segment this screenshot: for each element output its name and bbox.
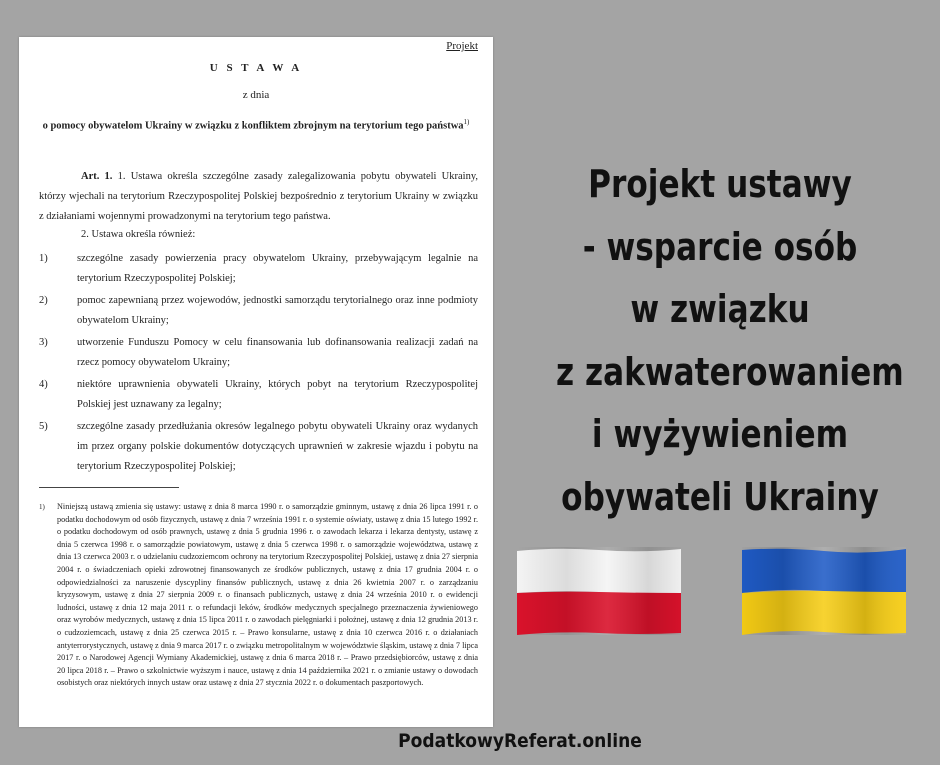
point-text: szczególne zasady przedłużania okresów legalnego pobytu obywateli Ukrainy oraz wydanych im przez organy polskie dokumentów dotyczących uprawnień w zakresie wjazdu i pobytu na terytorium Rzeczypospolitej Polskiej; — [77, 421, 478, 472]
point-text: niektóre uprawnienia obywateli Ukrainy, których pobyt na terytorium Rzeczypospolitej Polskiej jest uznawany za legalny; — [77, 379, 478, 410]
headline-line: w związku — [630, 287, 810, 331]
title-footnote-mark: 1) — [463, 118, 470, 126]
list-item — [39, 249, 478, 289]
point-text: pomoc zapewnianą przez wojewodów, jednostki samorządu terytorialnego oraz inne podmioty obywatelom Ukrainy; — [77, 295, 478, 326]
date-line: z dnia — [242, 89, 270, 101]
article-text: 1. Ustawa określa szczególne zasady zalegalizowania pobytu obywateli Ukrainy, którzy wjechali na terytorium Rzeczypospolitej Polskiej bezpośrednio z terytorium Ukrainy w związku z działaniami wojennymi prowadzonymi na terytorium tego państwa. — [39, 171, 479, 222]
point-number: 4) — [39, 379, 48, 390]
article-label: Art. 1. — [81, 171, 113, 182]
footnote-text: Niniejszą ustawą zmienia się ustawy: ustawę z dnia 8 marca 1990 r. o samorządzie gminnym, ustawę z dnia 26 lipca 1991 r. o podatku dochodowym od osób fizycznych, ustawę z dnia 7 września 1991 r. o systemie oświaty, ustawę z dnia 15 lutego 1992 r. o podatku dochodowym od osób prawnych, ustawę z dnia 5 grudnia 1996 r. o zawodach lekarza i lekarza dentysty, ustawę z dnia 5 czerwca 1998 r. o samorządzie powiatowym, ustawę z dnia 5 czerwca 1998 r. o samorządzie województwa, ustawę z dnia 13 czerwca 2003 r. o udzielaniu cudzoziemcom ochrony na terytorium Rzeczypospolitej Polskiej, ustawę z dnia 27 sierpnia 2004 r. o świadczeniach opieki zdrowotnej finansowanych ze środków publicznych, ustawę z dnia 17 grudnia 2004 r. o odpowiedzialności za naruszenie dyscypliny finansów publicznych, ustawę z dnia 26 kwietnia 2007 r. o zarządzaniu kryzysowym, ustawę z dnia 27 sierpnia 2009 r. o finansach publicznych, ustawę z dnia 24 września 2010 r. o ewidencji ludności, ustawę z dnia 12 maja 2011 r. o refundacji leków, środków medycznych specjalnego przeznaczenia żywieniowego oraz wyrobów medycznych, ustawę z dnia 15 lipca 2011 r. o zawodach pielęgniarki i położnej, ustawę z dnia 12 grudnia 2013 r. o cudzoziemcach, ustawę z dnia 25 czerwca 2015 r. – Prawo konsularne, ustawę z dnia 10 czerwca 2016 r. o działaniach antyterrorystycznych, ustawę z dnia 9 marca 2017 r. o związku metropolitalnym w województwie śląskim, ustawę z dnia 7 lipca 2017 r. o Narodowej Agencji Wymiany Akademickiej, ustawę z dnia 6 marca 2018 r. – Prawo przedsiębiorców, ustawę z dnia 20 lipca 2018 r. – Prawo o szkolnictwie wyższym i nauce, ustawę z dnia 14 października 2021 r. o zmianie ustawy o dowodach osobistych oraz niektórych innych ustaw oraz ustawę z dnia 27 stycznia 2022 r. o dokumentach paszportowych. — [57, 502, 478, 688]
website-footer: PodatkowyReferat.online — [398, 730, 642, 752]
list-item — [39, 333, 478, 373]
list-item — [39, 375, 478, 415]
headline-line: obywateli Ukrainy — [561, 474, 879, 519]
headline-line: z zakwaterowaniem — [556, 349, 904, 394]
document-heading: U S T A W A — [209, 62, 303, 74]
headline-line: - wsparcie osób — [582, 224, 858, 269]
headline — [556, 153, 904, 528]
points-list — [39, 249, 478, 479]
point-number: 2) — [39, 295, 48, 306]
law-document-page — [19, 37, 493, 727]
ukraine-flag-icon — [742, 547, 906, 635]
document-title — [39, 112, 473, 137]
poland-flag-icon — [517, 547, 681, 635]
subsection-2: 2. Ustawa określa również: — [81, 229, 196, 240]
list-item — [39, 291, 478, 331]
footnote-divider — [39, 487, 179, 488]
footnote — [39, 501, 478, 690]
list-item — [39, 417, 478, 477]
point-number: 1) — [39, 253, 48, 264]
point-text: szczególne zasady powierzenia pracy obywatelom Ukrainy, przebywającym legalnie na terytorium Rzeczypospolitej Polskiej; — [77, 253, 478, 284]
article-1 — [39, 167, 478, 227]
headline-line: i wyżywieniem — [591, 412, 849, 456]
point-number: 5) — [39, 421, 48, 432]
point-text: utworzenie Funduszu Pomocy w celu finansowania lub dofinansowania realizacji zadań na rzecz pomocy obywatelom Ukrainy; — [77, 337, 478, 368]
headline-line: Projekt ustawy — [588, 162, 852, 206]
document-title-text: o pomocy obywatelom Ukrainy w związku z konfliktem zbrojnym na terytorium tego państwa — [42, 120, 464, 132]
draft-label: Projekt — [446, 40, 478, 52]
point-number: 3) — [39, 337, 48, 348]
footnote-number: 1) — [39, 503, 45, 511]
